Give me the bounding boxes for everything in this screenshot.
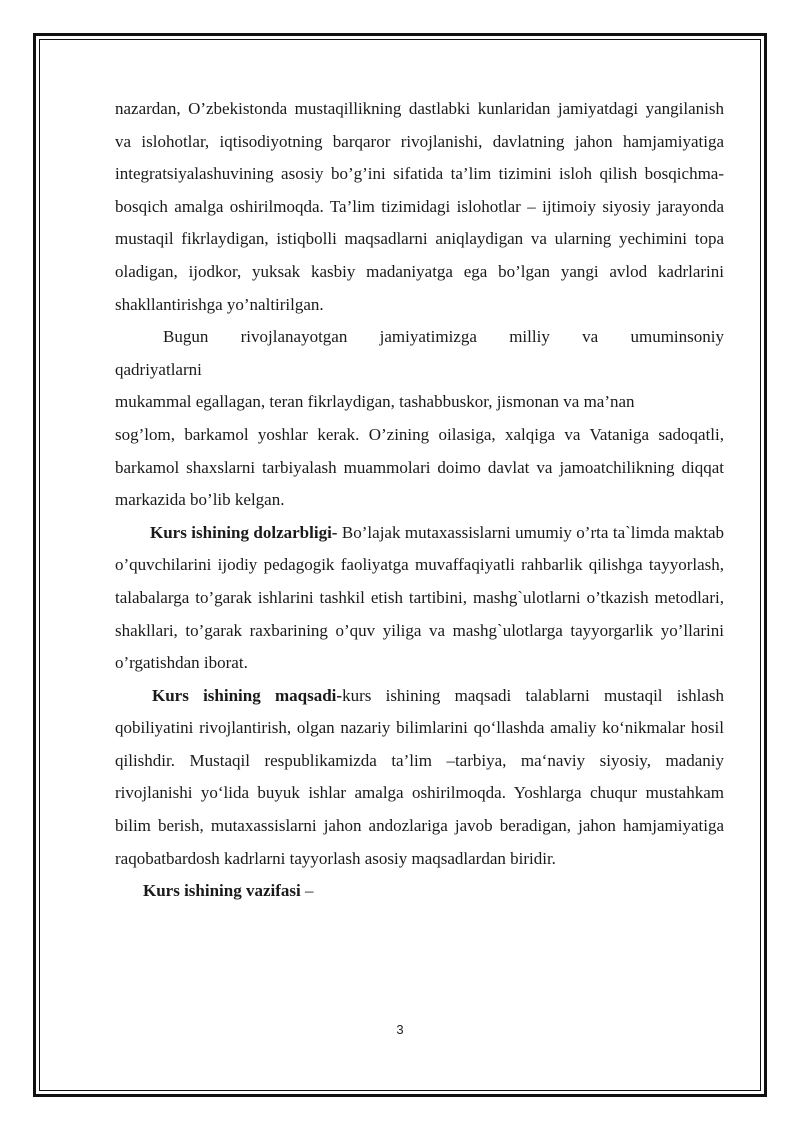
heading-maqsadi: Kurs ishining maqsadi- <box>152 685 343 705</box>
paragraph-intro: nazardan, O’zbekistonda mustaqillikning dastlabki kunlaridan jamiyatdagi yangilanish va islohotlar, iqtisodiyotning barqaror rivojlanishi, davlatning jahon hamjamiyatiga integratsiyalashuvining asosiy bo’g’ini sifatida ta’lim tizimini isloh qilish bosqichma-bosqich amalga oshirilmoqda. Ta’lim tizimidagi islohotlar – ijtimoiy siyosiy jarayonda mustaqil fikrlaydigan, istiqbolli maqsadlarni aniqlaydigan va ularning yechimini topa oladigan, ijodkor, yuksak kasbiy madaniyatga ega bo’lgan yangi avlod kadrlarini shakllantirishga yo’naltirilgan. <box>115 99 724 314</box>
paragraph-bugun-line1: Bugun rivojlanayotgan jamiyatimizga milliy va umuminsoniy <box>163 327 724 347</box>
paragraph-maqsadi <box>115 680 724 876</box>
paragraph-bugun-rest: sog’lom, barkamol yoshlar kerak. O’zining oilasiga, xalqiga va Vataniga sadoqatli, barkamol shaxslarni tarbiyalash muammolari doimo davlat va jamoatchilikning diqqat markazida bo’lib kelgan. <box>115 424 724 510</box>
text-maqsadi: kurs ishining maqsadi talablarni mustaqil ishlash qobiliyatini rivojlantirish, olgan nazariy bilimlarini qo‘llashda amaliy ko‘nikmalar hosil qilishdir. Mustaqil respublikamizda ta’lim –tarbiya, ma‘naviy siyosiy, madaniy rivojlanishi yo‘lida buyuk ishlar amalga oshirilmoqda. Yoshlarga chuqur mustahkam bilim berish, mutaxassislarni jahon andozlariga javob beradigan, jahon hamjamiyatiga raqobatbardosh kadrlarni tayyorlash asosiy maqsadlardan biridir. <box>115 685 724 868</box>
paragraph-bugun-line2: qadriyatlarni <box>115 359 202 379</box>
text-dolzarbligi: Bo’lajak mutaxassislarni umumiy o’rta ta`limda maktab o’quvchilarini ijodiy pedagogik faoliyatga muvaffaqiyatli rahbarlik qilishga tayyorlash, talabalarga to’garak ishlarini tashkil etish tartibini, mashg`ulotlarni o’tkazish metodlari, shakllari, to’garak raxbarining o’quv yiliga va mashg`ulotlarga tayyorgarlik yo’llarini o’rgatishdan iborat. <box>115 522 724 673</box>
document-body <box>115 93 724 908</box>
paragraph-bugun-line3: mukammal egallagan, teran fikrlaydigan, tashabbuskor, jismonan va ma’nan <box>115 392 635 412</box>
heading-vazifasi: Kurs ishining vazifasi <box>143 881 301 901</box>
page-number: 3 <box>396 1022 404 1037</box>
paragraph-vazifasi <box>115 875 724 908</box>
text-vazifasi: – <box>300 881 314 901</box>
paragraph-dolzarbligi <box>115 517 724 680</box>
heading-dolzarbligi: Kurs ishining dolzarbligi- <box>150 522 338 542</box>
